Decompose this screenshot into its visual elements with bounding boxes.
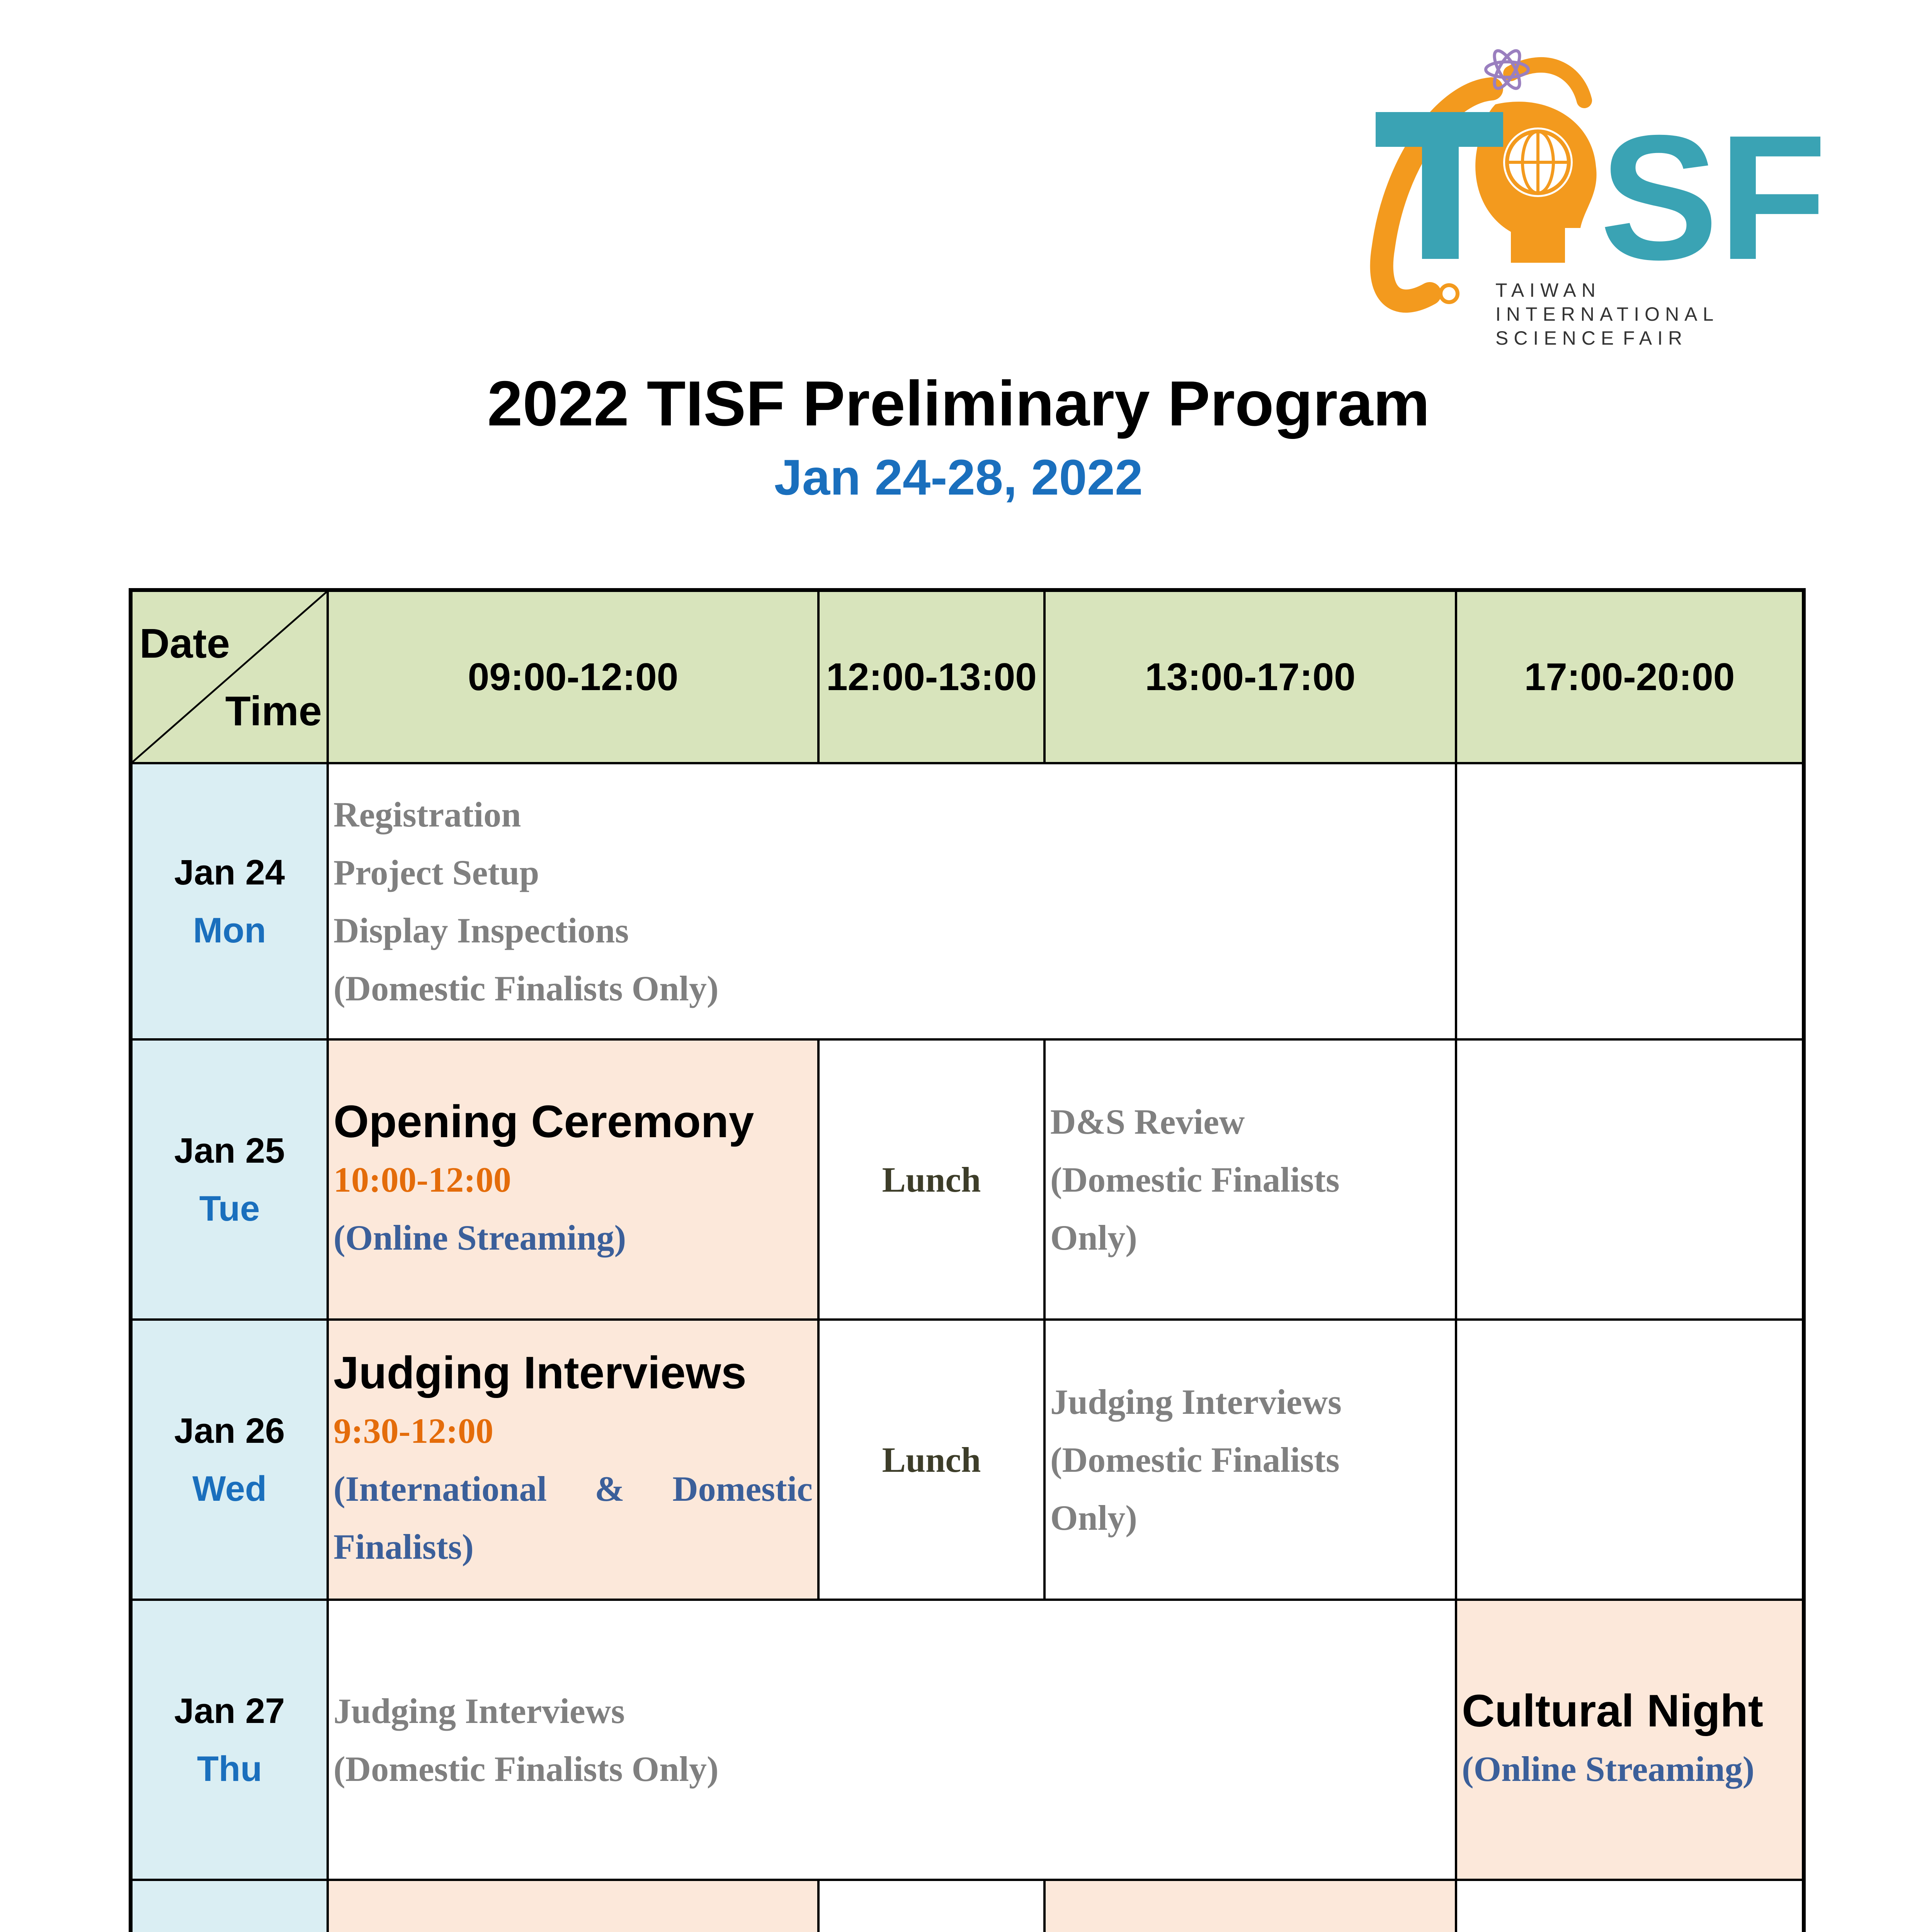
page-subtitle: Jan 24-28, 2022	[774, 449, 1143, 505]
activity-line: (Domestic Finalists Only)	[333, 1749, 719, 1789]
opening-ceremony-cell	[328, 1039, 818, 1320]
diagonal-line	[133, 592, 327, 762]
corner-time-label: Time	[225, 687, 322, 734]
day-activities	[328, 763, 1456, 1039]
date-label: Jan 25	[174, 1131, 285, 1170]
page-title: 2022 TISF Preliminary Program	[487, 368, 1430, 439]
event-note: (Online Streaming)	[1462, 1749, 1755, 1789]
evening-empty-cell	[1456, 1320, 1804, 1600]
lunch-cell	[818, 1880, 1044, 1932]
lunch-cell: Lunch	[818, 1039, 1044, 1320]
activity-line: (Domestic Finalists Only)	[333, 968, 719, 1008]
day-activities	[328, 1600, 1456, 1880]
activity-line: Judging Interviews	[1050, 1382, 1342, 1422]
event-note: (Online Streaming)	[333, 1218, 626, 1257]
date-cell	[131, 1039, 328, 1320]
logo-fair: FAIR	[1623, 327, 1688, 349]
tisf-logo	[1329, 46, 1832, 349]
afternoon-cell	[1044, 1320, 1456, 1600]
date-cell	[131, 1320, 328, 1600]
header-evening: 17:00-20:00	[1456, 590, 1804, 763]
lunch-cell: Lunch	[818, 1320, 1044, 1600]
weekday-label: Tue	[199, 1189, 260, 1228]
header-afternoon: 13:00-17:00	[1044, 590, 1456, 763]
date-cell	[131, 1880, 328, 1932]
weekday-label: Mon	[193, 910, 266, 950]
event-title: Cultural Night	[1462, 1685, 1764, 1736]
logo-science: SCIENCE	[1495, 327, 1619, 349]
table-row	[131, 1880, 1804, 1932]
date-cell	[131, 1600, 328, 1880]
activity-line: Only)	[1050, 1498, 1137, 1537]
corner-cell	[131, 590, 328, 763]
svg-text:SF: SF	[1600, 99, 1827, 297]
table-row	[131, 1600, 1804, 1880]
activity-line: Judging Interviews	[333, 1691, 625, 1731]
event-time: 9:30-12:00	[333, 1411, 493, 1451]
activity-line: (Domestic Finalists	[1050, 1440, 1340, 1480]
header-row	[131, 590, 1804, 763]
afternoon-cell	[1044, 1039, 1456, 1320]
weekday-label: Thu	[197, 1749, 262, 1789]
event-note: (International & Domestic Finalists)	[333, 1469, 813, 1566]
header-morning: 09:00-12:00	[328, 590, 818, 763]
cultural-night-cell	[1456, 1600, 1804, 1880]
date-label: Jan 24	[174, 852, 285, 892]
weekday-label: Wed	[192, 1469, 267, 1509]
schedule-table	[129, 588, 1806, 1932]
date-cell	[131, 763, 328, 1039]
logo-international: INTERNATIONAL	[1495, 303, 1719, 325]
activity-line: (Domestic Finalists	[1050, 1160, 1340, 1199]
event-title: Opening Ceremony	[333, 1096, 754, 1147]
table-row	[131, 1039, 1804, 1320]
judging-interviews-cell	[328, 1320, 818, 1600]
activity-line: Display Inspections	[333, 910, 629, 950]
logo-taiwan: TAIWAN	[1495, 279, 1601, 301]
award-ceremony-cell	[1044, 1880, 1456, 1932]
event-time: 10:00-12:00	[333, 1160, 511, 1199]
evening-empty-cell	[1456, 763, 1804, 1039]
activity-line: Project Setup	[333, 852, 539, 892]
event-title: Judging Interviews	[333, 1347, 747, 1398]
activity-line: D&S Review	[1050, 1102, 1245, 1141]
date-label: Jan 26	[174, 1411, 285, 1451]
table-row	[131, 1320, 1804, 1600]
evening-empty-cell	[1456, 1880, 1804, 1932]
date-label: Jan 27	[174, 1691, 285, 1731]
public-visitation-cell	[328, 1880, 818, 1932]
corner-date-label: Date	[139, 620, 230, 667]
activity-line: Registration	[333, 794, 521, 834]
header-lunch: 12:00-13:00	[818, 590, 1044, 763]
evening-empty-cell	[1456, 1039, 1804, 1320]
table-row	[131, 763, 1804, 1039]
activity-line: Only)	[1050, 1218, 1137, 1257]
